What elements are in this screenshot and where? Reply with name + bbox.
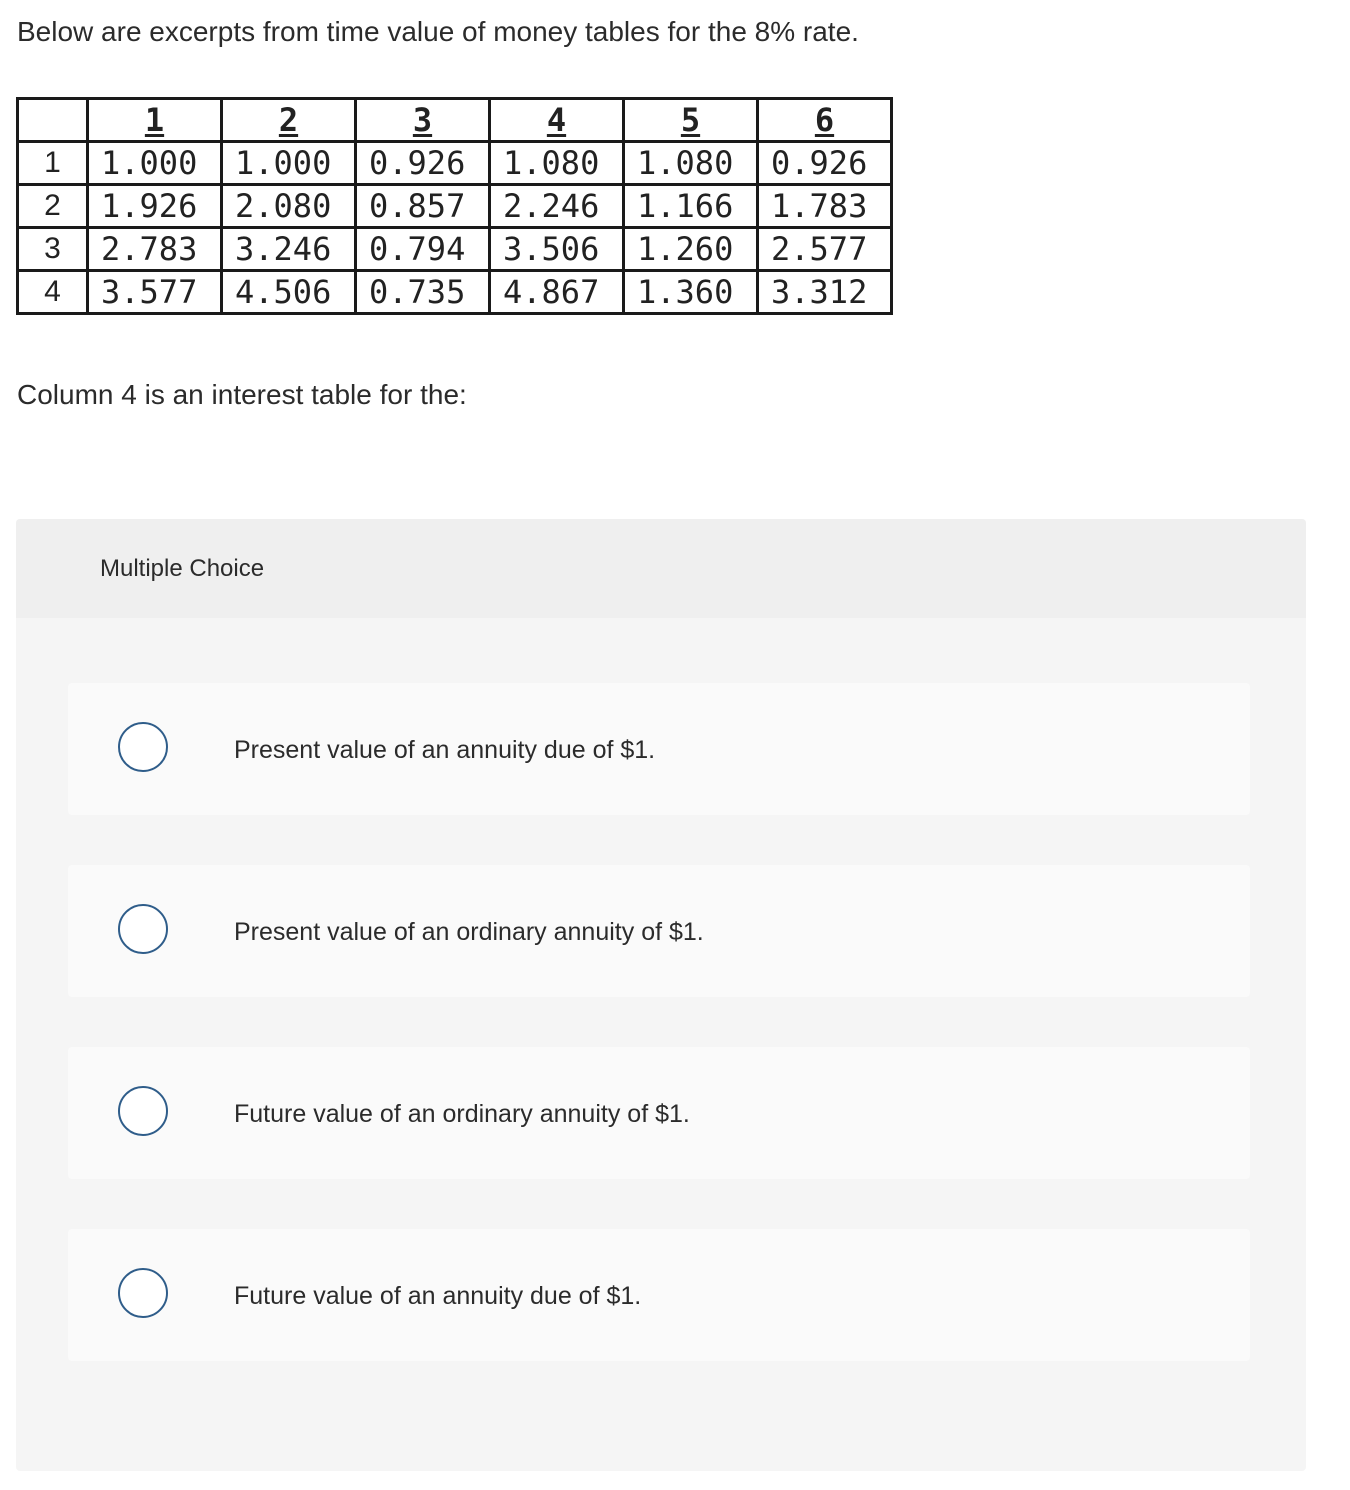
table-cell: 1.260 [624, 228, 758, 271]
table-cell: 3.246 [222, 228, 356, 271]
answer-option-2[interactable] [68, 865, 1250, 997]
radio-button-icon[interactable] [118, 904, 168, 954]
table-cell: 3.312 [758, 271, 892, 314]
answer-option-1[interactable] [68, 683, 1250, 815]
answer-option-3[interactable] [68, 1047, 1250, 1179]
table-cell: 4.867 [490, 271, 624, 314]
multiple-choice-title: Multiple Choice [100, 555, 265, 582]
column-header: 6 [758, 99, 892, 142]
table-cell: 1.080 [624, 142, 758, 185]
table-cell: 0.926 [356, 142, 490, 185]
multiple-choice-panel [16, 519, 1306, 1471]
table-cell: 1.166 [624, 185, 758, 228]
table-cell: 4.506 [222, 271, 356, 314]
table-cell: 1.783 [758, 185, 892, 228]
column-header: 2 [222, 99, 356, 142]
multiple-choice-header [16, 519, 1306, 618]
table-cell: 3.577 [88, 271, 222, 314]
table-header-row [18, 99, 892, 142]
table-cell: 3.506 [490, 228, 624, 271]
column-header: 1 [88, 99, 222, 142]
row-label: 2 [18, 185, 88, 228]
answer-option-label: Present value of an annuity due of $1. [234, 736, 656, 764]
table-cell: 1.080 [490, 142, 624, 185]
table-row [18, 185, 892, 228]
table-corner-cell [18, 99, 88, 142]
row-label: 4 [18, 271, 88, 314]
table-cell: 2.577 [758, 228, 892, 271]
answer-option-label: Future value of an annuity due of $1. [234, 1282, 642, 1310]
question-text: Column 4 is an interest table for the: [17, 379, 467, 410]
table-row [18, 228, 892, 271]
table-row [18, 142, 892, 185]
intro-text: Below are excerpts from time value of money tables for the 8% rate. [17, 16, 859, 47]
row-label: 3 [18, 228, 88, 271]
answer-option-label: Future value of an ordinary annuity of $1. [234, 1100, 690, 1128]
radio-button-icon[interactable] [118, 722, 168, 772]
answer-option-4[interactable] [68, 1229, 1250, 1361]
table-cell: 0.794 [356, 228, 490, 271]
column-header: 5 [624, 99, 758, 142]
table-cell: 0.857 [356, 185, 490, 228]
table-cell: 2.246 [490, 185, 624, 228]
tvm-table [16, 97, 893, 315]
table-cell: 1.926 [88, 185, 222, 228]
column-header: 3 [356, 99, 490, 142]
column-header: 4 [490, 99, 624, 142]
table-row [18, 271, 892, 314]
row-label: 1 [18, 142, 88, 185]
table-cell: 0.926 [758, 142, 892, 185]
table-cell: 2.783 [88, 228, 222, 271]
table-cell: 0.735 [356, 271, 490, 314]
table-cell: 2.080 [222, 185, 356, 228]
table-cell: 1.000 [88, 142, 222, 185]
table-cell: 1.360 [624, 271, 758, 314]
radio-button-icon[interactable] [118, 1086, 168, 1136]
table-cell: 1.000 [222, 142, 356, 185]
radio-button-icon[interactable] [118, 1268, 168, 1318]
answer-option-label: Present value of an ordinary annuity of $1. [234, 918, 704, 946]
